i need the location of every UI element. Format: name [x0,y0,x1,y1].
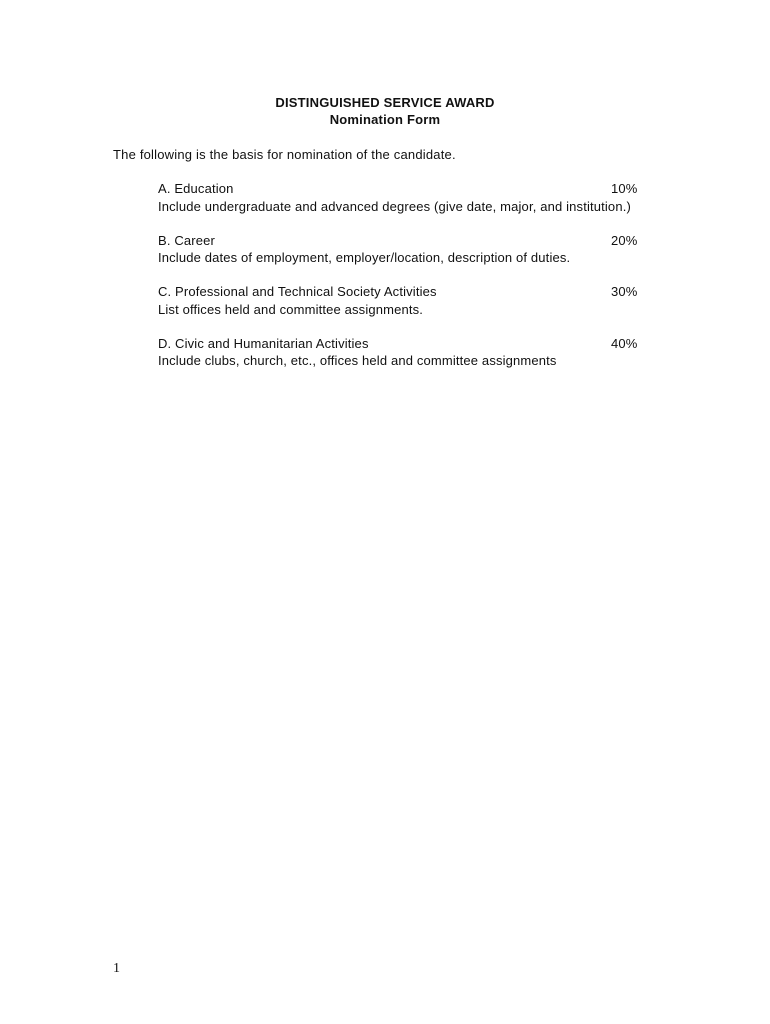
criterion-description: Include undergraduate and advanced degrees (give date, major, and institution.) [158,198,631,214]
criterion-weight: 40% [611,335,638,351]
criterion-description: Include dates of employment, employer/location, description of duties. [158,250,571,265]
criterion-weight: 10% [611,181,638,196]
criterion-weight: 30% [611,284,638,299]
document-subtitle: Nomination Form [329,112,441,127]
criterion-header [158,335,678,353]
criterion-label: B. Career [158,232,215,248]
criterion-header [158,232,678,250]
criteria-list [158,180,678,386]
criterion-description: Include clubs, church, etc., offices held and committee assignments [158,353,557,368]
title-block [0,94,770,128]
criterion-weight: 20% [611,232,638,248]
criterion-career [158,232,678,284]
criterion-professional-activities [158,283,678,335]
criterion-civic-activities [158,335,678,387]
criterion-description: List offices held and committee assignments. [158,301,424,317]
page-number: 1 [113,961,120,976]
criterion-header [158,180,678,198]
criterion-education [158,180,678,232]
criterion-header [158,283,678,301]
document-title: DISTINGUISHED SERVICE AWARD [275,95,495,110]
criterion-label: A. Education [158,181,234,196]
criterion-label: D. Civic and Humanitarian Activities [158,335,369,351]
intro-text: The following is the basis for nomination of the candidate. [113,147,456,162]
criterion-label: C. Professional and Technical Society Activities [158,284,437,299]
